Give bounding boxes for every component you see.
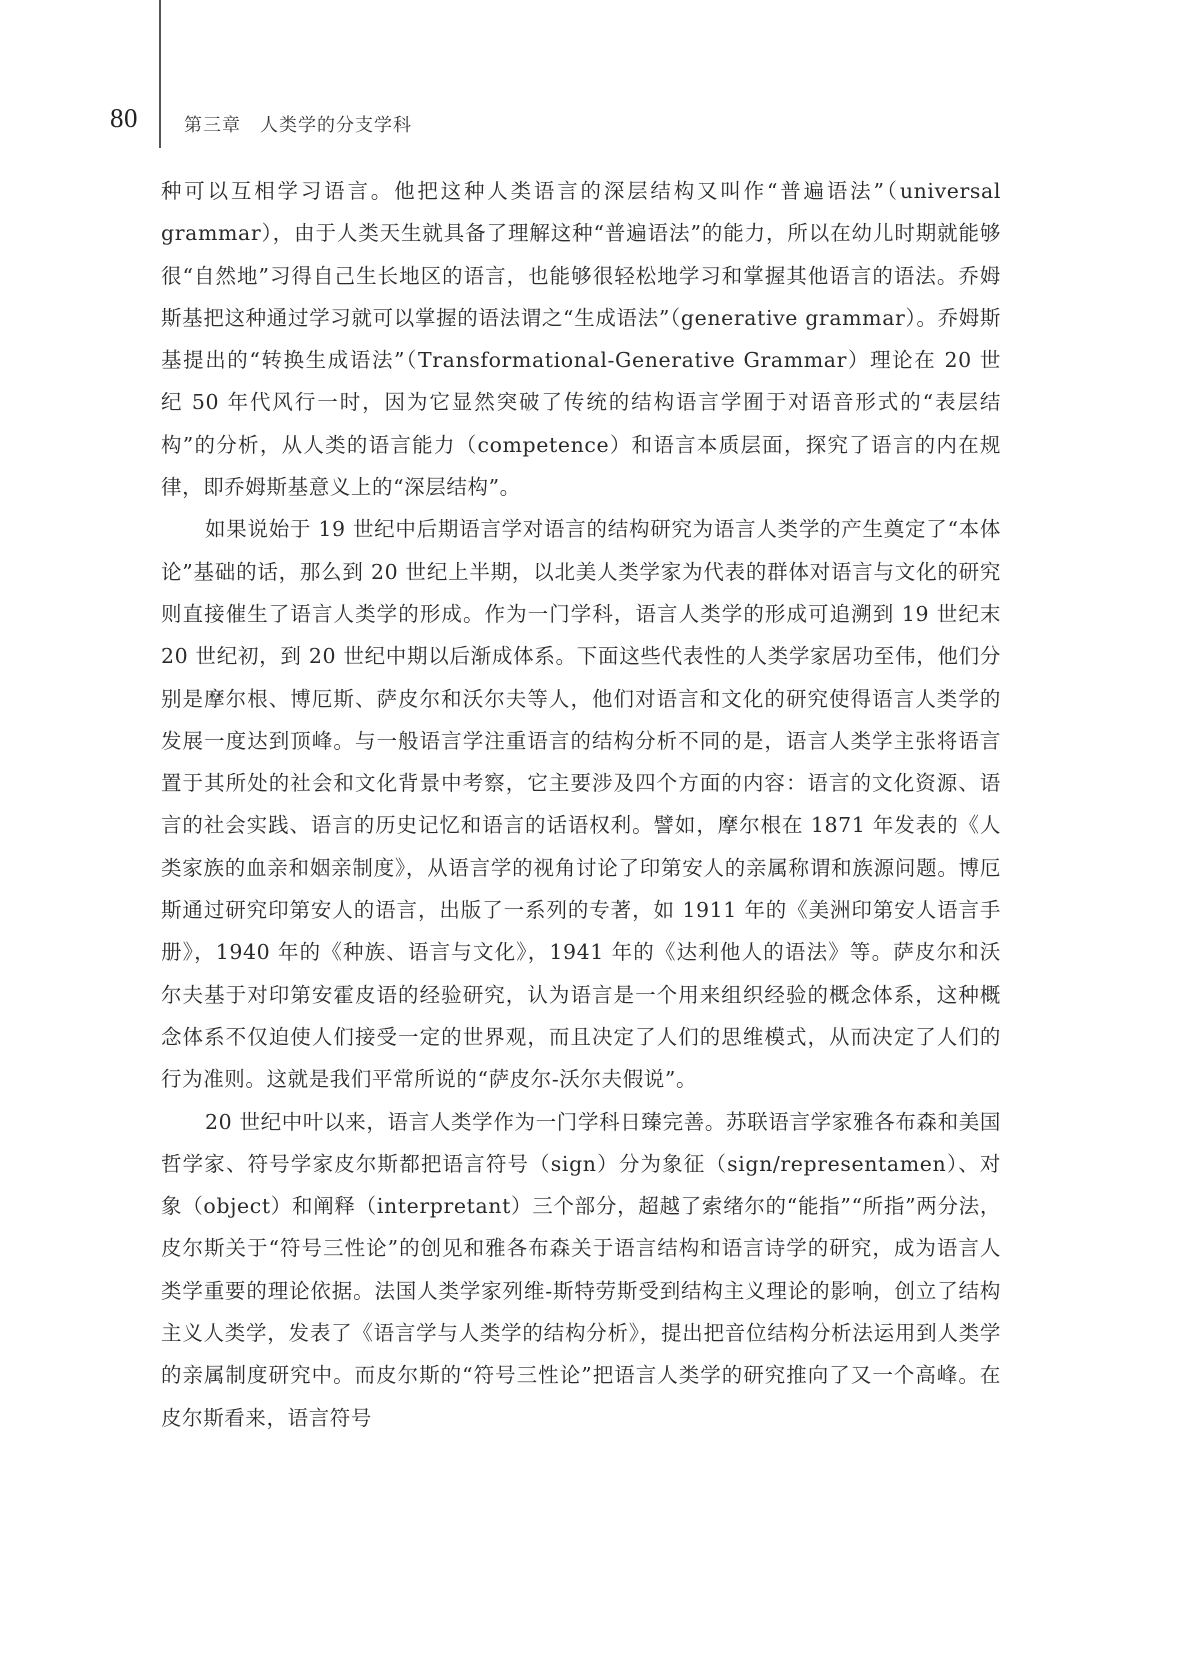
- paragraph: 如果说始于 19 世纪中后期语言学对语言的结构研究为语言人类学的产生奠定了“本体论”基础的话，那么到 20 世纪上半期，以北美人类学家为代表的群体对语言与文化的研究则直接催生了语言人类学的形成。作为一门学科，语言人类学的形成可追溯到 19 世纪末 20 世纪初，到 20 世纪中期以后渐成体系。下面这些代表性的人类学家居功至伟，他们分别是摩尔根、博厄斯、萨皮尔和沃尔夫等人，他们对语言和文化的研究使得语言人类学的发展一度达到顶峰。与一般语言学注重语言的结构分析不同的是，语言人类学主张将语言置于其所处的社会和文化背景中考察，它主要涉及四个方面的内容：语言的文化资源、语言的社会实践、语言的历史记忆和语言的话语权利。譬如，摩尔根在 1871 年发表的《人类家族的血亲和姻亲制度》，从语言学的视角讨论了印第安人的亲属称谓和族源问题。博厄斯通过研究印第安人的语言，出版了一系列的专著，如 1911 年的《美洲印第安人语言手册》，1940 年的《种族、语言与文化》，1941 年的《达利他人的语法》等。萨皮尔和沃尔夫基于对印第安霍皮语的经验研究，认为语言是一个用来组织经验的概念体系，这种概念体系不仅迫使人们接受一定的世界观，而且决定了人们的思维模式，从而决定了人们的行为准则。这就是我们平常所说的“萨皮尔-沃尔夫假说”。: [161, 517, 1001, 1092]
- running-header-chapter-title: 第三章 人类学的分支学科: [184, 115, 412, 136]
- page-number: 80: [110, 103, 138, 133]
- paragraph: 种可以互相学习语言。他把这种人类语言的深层结构又叫作“普遍语法”（universal grammar），由于人类天生就具备了理解这种“普遍语法”的能力，所以在幼儿时期就能够很“自然地”习得自己生长地区的语言，也能够很轻松地学习和掌握其他语言的语法。乔姆斯基把这种通过学习就可以掌握的语法谓之“生成语法”（generative grammar）。乔姆斯基提出的“转换生成语法”（Transformational-Generative Grammar）理论在 20 世纪 50 年代风行一时，因为它显然突破了传统的结构语言学囿于对语音形式的“表层结构”的分析，从人类的语言能力（competence）和语言本质层面，探究了语言的内在规律，即乔姆斯基意义上的“深层结构”。: [161, 179, 1001, 500]
- body-text: [161, 170, 1001, 1439]
- paragraph: 20 世纪中叶以来，语言人类学作为一门学科日臻完善。苏联语言学家雅各布森和美国哲学家、符号学家皮尔斯都把语言符号（sign）分为象征（sign/representamen）、对象（object）和阐释（interpretant）三个部分，超越了索绪尔的“能指”“所指”两分法，皮尔斯关于“符号三性论”的创见和雅各布森关于语言结构和语言诗学的研究，成为语言人类学重要的理论依据。法国人类学家列维-斯特劳斯受到结构主义理论的影响，创立了结构主义人类学，发表了《语言学与人类学的结构分析》，提出把音位结构分析法运用到人类学的亲属制度研究中。而皮尔斯的“符号三性论”把语言人类学的研究推向了又一个高峰。在皮尔斯看来，语言符号: [161, 1109, 1001, 1430]
- header-divider: [159, 0, 161, 148]
